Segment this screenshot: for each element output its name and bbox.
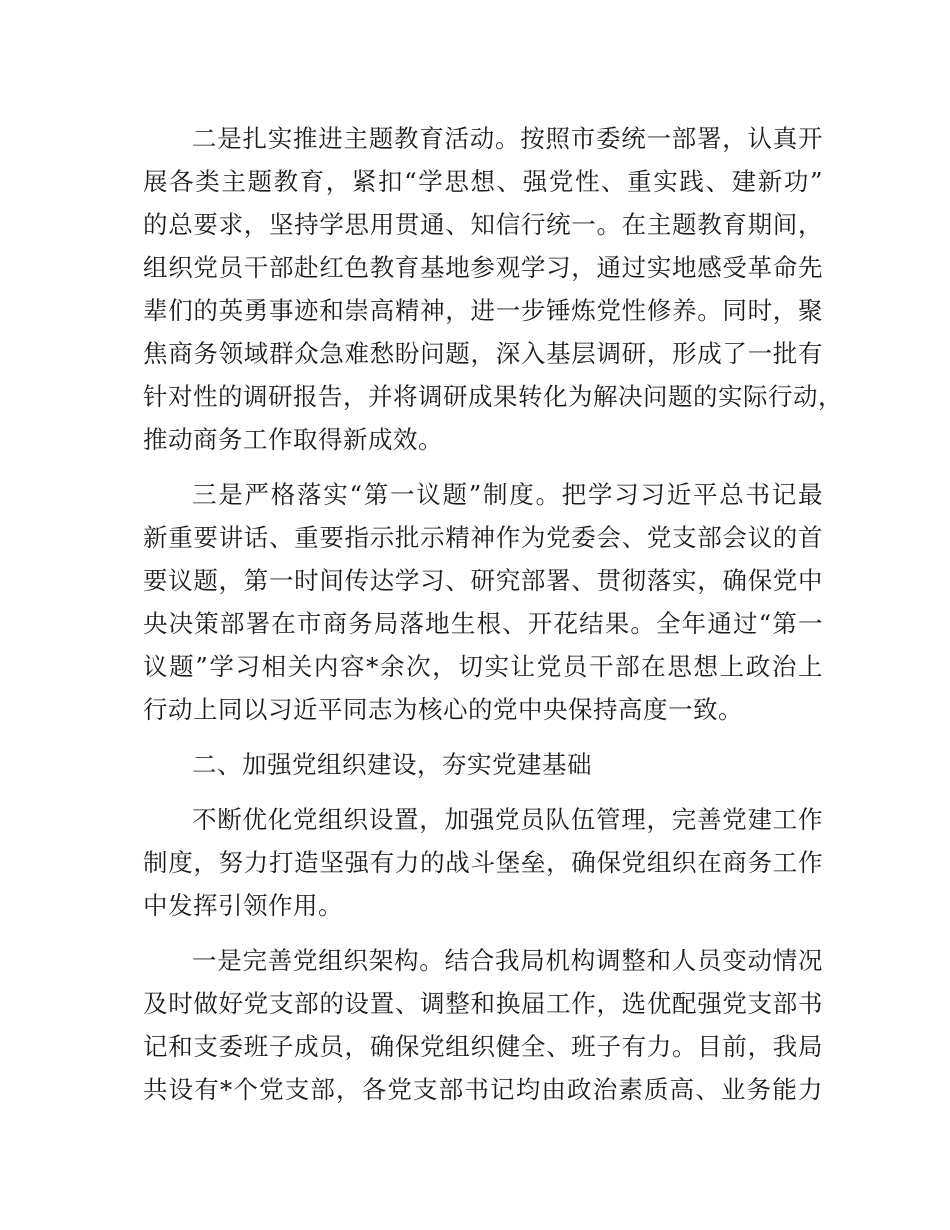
text-line: 不断优化党组织设置，加强党员队伍管理，完善党建工作 [192,805,823,834]
paragraph-party-structure [143,939,823,1111]
text-line: 组织党员干部赴红色教育基地参观学习，通过实地感受革命先 [143,253,823,282]
text-line: 辈们的英勇事迹和崇高精神，进一步锤炼党性修养。同时，聚 [143,296,823,325]
text-line: 一是完善党组织架构。结合我局机构调整和人员变动情况 [192,946,823,975]
text-line: 制度，努力打造坚强有力的战斗堡垒，确保党组织在商务工作 [143,848,823,877]
paragraph-first-topic-system [143,473,823,731]
section-heading [143,743,823,786]
text-line: 要议题，第一时间传达学习、研究部署、贯彻落实，确保党中 [143,566,823,595]
text-line: 记和支委班子成员，确保党组织健全、班子有力。目前，我局 [143,1032,823,1061]
text-line: 针对性的调研报告，并将调研成果转化为解决问题的实际行动， [143,382,843,411]
paragraph-section-intro [143,798,823,927]
text-line: 央决策部署在市商务局落地生根、开花结果。全年通过“第一 [143,609,823,638]
paragraph-theme-education [143,117,843,461]
text-line: 三是严格落实“第一议题”制度。把学习习近平总书记最 [192,480,823,509]
text-line: 二是扎实推进主题教育活动。按照市委统一部署，认真开 [192,124,823,153]
text-line: 推动商务工作取得新成效。 [143,425,443,454]
text-line: 共设有*个党支部，各党支部书记均由政治素质高、业务能力 [143,1075,823,1104]
section-heading-text: 二、加强党组织建设，夯实党建基础 [192,750,592,779]
document-body [143,117,843,1123]
text-line: 的总要求，坚持学思用贯通、知信行统一。在主题教育期间， [143,210,823,239]
text-line: 行动上同以习近平同志为核心的党中央保持高度一致。 [143,695,743,724]
text-line: 展各类主题教育，紧扣“学思想、强党性、重实践、建新功” [143,167,823,196]
text-line: 新重要讲话、重要指示批示精神作为党委会、党支部会议的首 [143,523,823,552]
text-line: 焦商务领域群众急难愁盼问题，深入基层调研，形成了一批有 [143,339,823,368]
text-line: 议题”学习相关内容*余次，切实让党员干部在思想上政治上 [143,652,823,681]
text-line: 及时做好党支部的设置、调整和换届工作，选优配强党支部书 [143,989,823,1018]
text-line: 中发挥引领作用。 [143,891,343,920]
